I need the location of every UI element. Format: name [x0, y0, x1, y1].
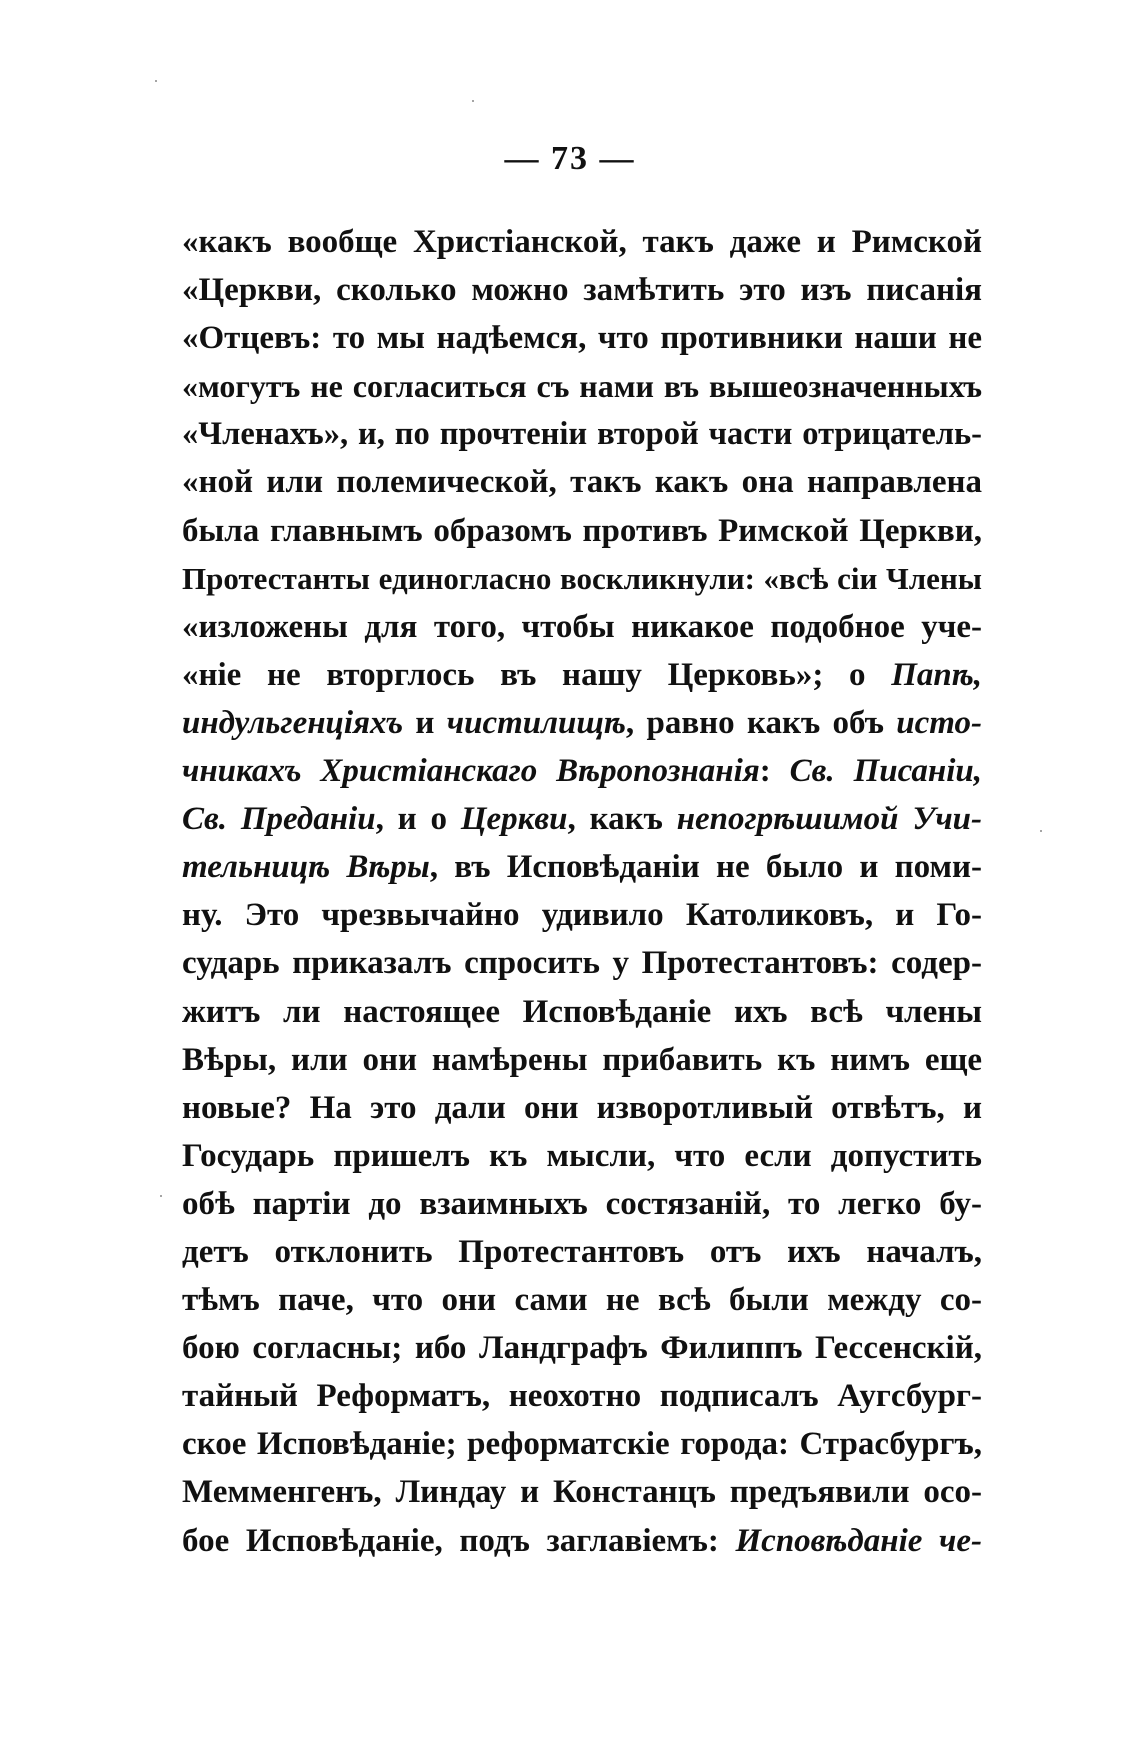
italic-text-segment: исто- — [896, 704, 983, 741]
text-segment: была главнымъ образомъ противъ Римской Церкви, — [182, 512, 982, 549]
text-line — [182, 939, 982, 987]
scan-speck — [472, 100, 474, 102]
text-segment: Мемменгенъ, Линдау и Констанцъ предъявили осо- — [182, 1474, 982, 1511]
text-segment: детъ отклонить Протестантовъ отъ ихъ началъ, — [182, 1233, 982, 1270]
text-line — [182, 266, 982, 314]
text-segment: , какъ — [567, 801, 677, 838]
italic-text-segment: Св. Преданіи — [182, 801, 376, 838]
text-segment: Вѣры, или они намѣрены прибавить къ нимъ еще — [182, 1041, 982, 1078]
text-line — [182, 458, 982, 506]
text-line — [182, 651, 982, 699]
text-line — [182, 1324, 982, 1372]
text-line — [182, 1468, 982, 1516]
italic-text-segment: индульгенціяхъ — [182, 704, 404, 741]
italic-text-segment: Св. Писаніи, — [789, 753, 982, 790]
text-segment: ское Исповѣданіе; реформатскіе города: Страсбургъ, — [182, 1426, 982, 1463]
text-segment: «ной или полемической, такъ какъ она направлена — [182, 464, 982, 501]
italic-text-segment: Папѣ, — [891, 656, 982, 693]
scan-speck — [160, 1195, 162, 1197]
text-segment: , и о — [375, 801, 461, 838]
text-segment: обѣ партіи до взаимныхъ состязаній, то легко бу- — [182, 1185, 982, 1222]
scan-speck — [1040, 830, 1042, 832]
text-segment: новые? На это дали они изворотливый отвѣтъ, и — [182, 1089, 982, 1126]
italic-text-segment: тельницѣ Вѣры — [182, 849, 430, 886]
italic-text-segment: чистилищѣ — [446, 704, 626, 741]
text-line — [182, 1420, 982, 1468]
scan-speck — [155, 80, 157, 82]
text-line — [182, 555, 982, 603]
body-text — [182, 218, 982, 1565]
italic-text-segment: чникахъ Христіанскаго Вѣропознанія — [182, 753, 760, 790]
text-segment: : — [759, 753, 790, 790]
text-segment: «могутъ не согласиться съ нами въ вышеозначенныхъ — [182, 368, 982, 405]
text-segment: бою согласны; ибо Ландграфъ Филиппъ Гессенскій, — [182, 1330, 982, 1367]
text-segment: и — [403, 704, 447, 741]
text-line — [182, 843, 982, 891]
text-segment: бое Исповѣданіе, подъ заглавіемъ: — [182, 1522, 736, 1559]
italic-text-segment: Исповѣданіе че- — [735, 1522, 983, 1559]
text-line — [182, 891, 982, 939]
text-line — [182, 1036, 982, 1084]
text-segment: тѣмъ паче, что они сами не всѣ были между со- — [182, 1282, 982, 1319]
text-segment: , равно какъ объ — [625, 704, 897, 741]
italic-text-segment: Церкви — [460, 801, 568, 838]
text-line — [182, 795, 982, 843]
text-line — [182, 507, 982, 555]
text-segment: , въ Исповѣданіи не было и поми- — [429, 849, 982, 886]
text-segment: сударь приказалъ спросить у Протестантовъ: содер- — [182, 945, 982, 982]
text-segment: Государь пришелъ къ мысли, что если допустить — [182, 1137, 982, 1174]
text-segment: тайный Реформатъ, неохотно подписалъ Аугсбург- — [182, 1378, 982, 1415]
text-line — [182, 988, 982, 1036]
text-segment: «какъ вообще Христіанской, такъ даже и Римской — [182, 224, 982, 260]
text-segment: «Церкви, сколько можно замѣтить это изъ писанія — [182, 272, 982, 309]
text-line — [182, 1372, 982, 1420]
text-line — [182, 1084, 982, 1132]
page-number: — 73 — — [504, 140, 636, 177]
text-segment: «Членахъ», и, по прочтеніи второй части отрицатель- — [182, 416, 982, 453]
text-segment: ну. Это чрезвычайно удивило Католиковъ, и Го- — [182, 897, 982, 934]
text-segment: Протестанты единогласно воскликнули: «всѣ сіи Члены — [182, 560, 982, 596]
text-segment: «Отцевъ: то мы надѣемся, что противники наши не — [182, 320, 982, 357]
text-line — [182, 603, 982, 651]
text-line — [182, 362, 982, 410]
text-line — [182, 1180, 982, 1228]
text-line — [182, 1517, 982, 1565]
text-segment: «ніе не вторглось въ нашу Церковь»; о — [182, 656, 892, 693]
text-segment: «изложены для того, чтобы никакое подобное уче- — [182, 608, 982, 645]
text-line — [182, 747, 982, 795]
text-line — [182, 410, 982, 458]
text-line — [182, 314, 982, 362]
text-line — [182, 1228, 982, 1276]
text-line — [182, 699, 982, 747]
text-line — [182, 218, 982, 266]
text-segment: житъ ли настоящее Исповѣданіе ихъ всѣ члены — [182, 993, 982, 1030]
italic-text-segment: непогрѣшимой Учи- — [676, 801, 982, 838]
text-line — [182, 1276, 982, 1324]
text-line — [182, 1132, 982, 1180]
